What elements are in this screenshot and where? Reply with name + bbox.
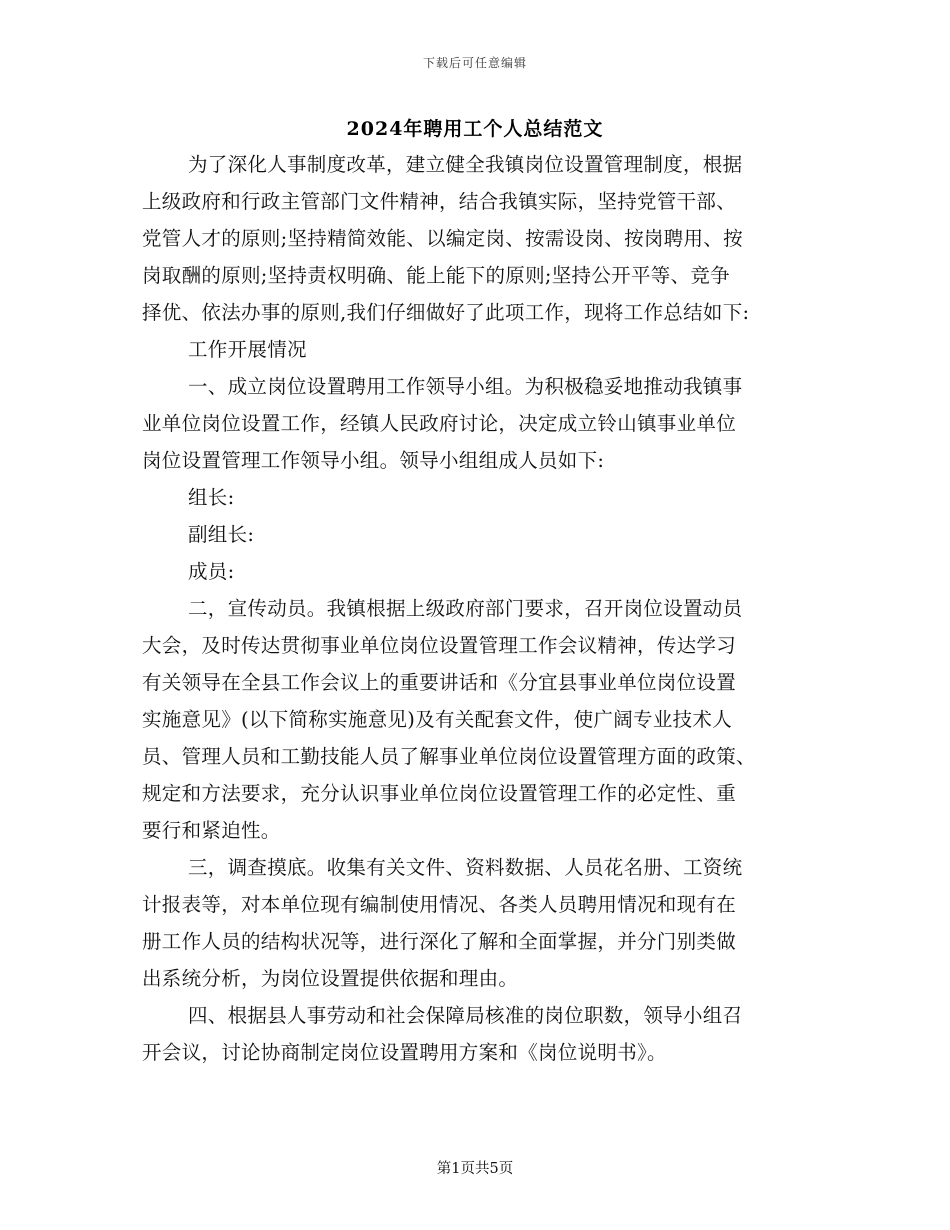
body-text-line: 大会，及时传达贯彻事业单位岗位设置管理工作会议精神，传达学习: [142, 634, 737, 657]
body-text-line: 计报表等，对本单位现有编制使用情况、各类人员聘用情况和现有在: [142, 893, 737, 916]
body-text-line: 组长:: [188, 486, 235, 509]
body-text-line: 岗位设置管理工作领导小组。领导小组组成人员如下:: [142, 449, 605, 472]
document-title: 2024年聘用工个人总结范文: [346, 118, 604, 140]
body-text-line: 工作开展情况: [188, 338, 307, 361]
body-text-line: 为了深化人事制度改革，建立健全我镇岗位设置管理制度，根据: [188, 153, 743, 176]
document-body: [142, 146, 816, 1071]
body-text-line: 规定和方法要求，充分认识事业单位岗位设置管理工作的必定性、重: [142, 782, 737, 805]
body-text-line: 岗取酬的原则;坚持责权明确、能上能下的原则;坚持公开平等、竞争: [142, 264, 730, 287]
body-text-line: 四、根据县人事劳动和社会保障局核准的岗位职数，领导小组召: [188, 1004, 743, 1027]
body-text-line: 实施意见》(以下简称实施意见)及有关配套文件，使广阔专业技术人: [142, 708, 733, 731]
body-text-line: 业单位岗位设置工作，经镇人民政府讨论，决定成立铃山镇事业单位: [142, 412, 737, 435]
body-text-line: 成员:: [188, 560, 235, 583]
body-text-line: 要行和紧迫性。: [142, 819, 281, 842]
body-text-line: 一、成立岗位设置聘用工作领导小组。为积极稳妥地推动我镇事: [188, 375, 743, 398]
body-text-line: 党管人才的原则;坚持精简效能、以编定岗、按需设岗、按岗聘用、按: [142, 227, 743, 250]
page-header-note: 下载后可任意编辑: [422, 56, 527, 70]
body-text-line: 上级政府和行政主管部门文件精神，结合我镇实际，坚持党管干部、: [142, 190, 737, 213]
body-text-line: 有关领导在全县工作会议上的重要讲话和《分宜县事业单位岗位设置: [142, 671, 737, 694]
page-number-footer: 第1页共5页: [436, 1161, 514, 1177]
body-text-line: 员、管理人员和工勤技能人员了解事业单位岗位设置管理方面的政策、: [142, 745, 756, 768]
body-text-line: 二，宣传动员。我镇根据上级政府部门要求，召开岗位设置动员: [188, 597, 743, 620]
body-text-line: 择优、依法办事的原则,我们仔细做好了此项工作，现将工作总结如下:: [142, 301, 750, 324]
body-text-line: 开会议，讨论协商制定岗位设置聘用方案和《岗位说明书》。: [142, 1041, 667, 1064]
body-text-line: 三，调查摸底。收集有关文件、资料数据、人员花名册、工资统: [188, 856, 743, 879]
body-text-line: 副组长:: [188, 523, 255, 546]
body-text-line: 册工作人员的结构状况等，进行深化了解和全面掌握，并分门别类做: [142, 930, 737, 953]
body-text-line: 出系统分析，为岗位设置提供依据和理由。: [142, 967, 519, 990]
